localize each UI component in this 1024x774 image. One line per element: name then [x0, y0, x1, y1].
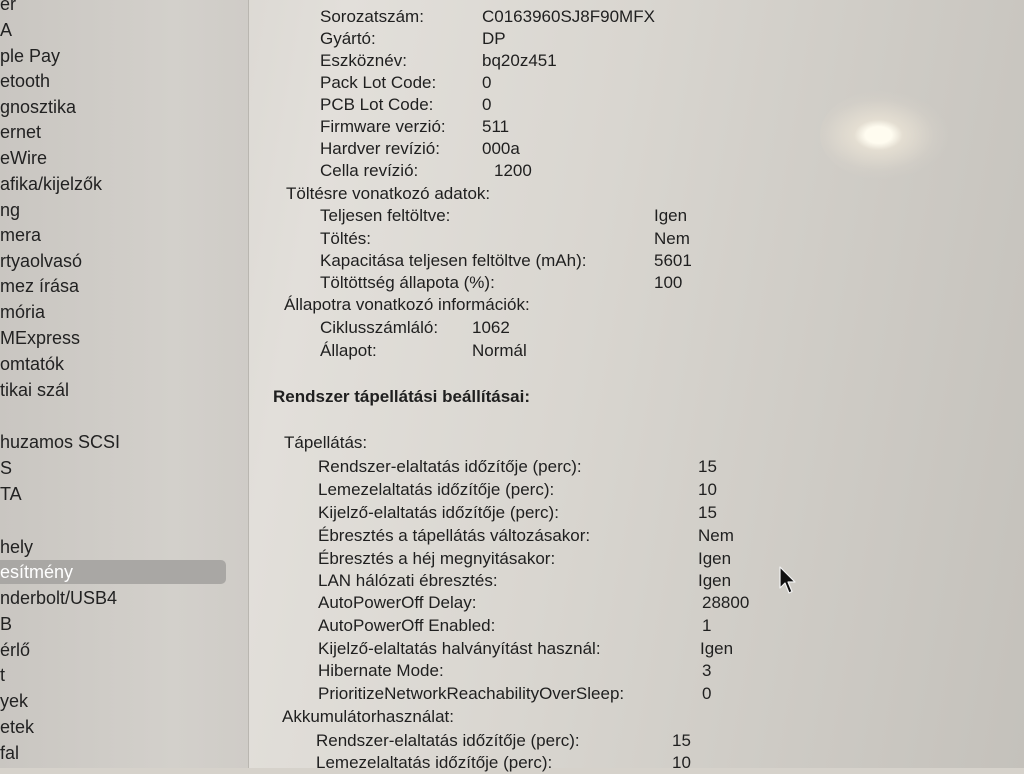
- row-label: AutoPowerOff Enabled:: [318, 616, 496, 635]
- row-value: Igen: [654, 206, 688, 225]
- row-value: 000a: [482, 139, 520, 158]
- mouse-cursor-icon: [778, 566, 798, 596]
- row-value: 0: [482, 73, 492, 92]
- row-label: Cella revízió:: [320, 161, 419, 180]
- sidebar-item[interactable]: fal: [0, 743, 20, 763]
- sidebar-item[interactable]: tikai szál: [0, 380, 70, 400]
- sidebar-item[interactable]: afika/kijelzők: [0, 174, 103, 194]
- row-value: 15: [698, 503, 717, 522]
- row-label: Ébresztés a tápellátás változásakor:: [318, 526, 591, 545]
- row-label: Rendszer-elaltatás időzítője (perc):: [318, 457, 582, 476]
- sidebar-item[interactable]: omtatók: [0, 354, 65, 374]
- health-info-heading: Állapotra vonatkozó információk:: [284, 295, 530, 314]
- sidebar-item[interactable]: TA: [0, 484, 22, 504]
- row-value: 100: [654, 273, 683, 292]
- row-value: 10: [672, 753, 691, 772]
- sidebar-item[interactable]: huzamos SCSI: [0, 432, 121, 452]
- sidebar-item[interactable]: B: [0, 614, 13, 634]
- row-label: Hibernate Mode:: [318, 661, 444, 680]
- row-value: 3: [702, 661, 712, 680]
- row-value: Igen: [700, 639, 734, 658]
- row-label: Pack Lot Code:: [320, 73, 437, 92]
- sidebar-item[interactable]: eWire: [0, 148, 48, 168]
- sidebar-item[interactable]: A: [0, 20, 13, 40]
- row-value: 0: [482, 95, 492, 114]
- row-label: Töltés:: [320, 229, 372, 248]
- row-label: Kijelző-elaltatás halványítást használ:: [318, 639, 601, 658]
- sidebar-item[interactable]: etooth: [0, 71, 51, 91]
- charge-info-heading: Töltésre vonatkozó adatok:: [286, 184, 491, 203]
- row-label: AutoPowerOff Delay:: [318, 593, 477, 612]
- row-value: bq20z451: [482, 51, 557, 70]
- row-label: Ébresztés a héj megnyitásakor:: [318, 549, 556, 568]
- row-value: 1200: [494, 161, 532, 180]
- row-label: Kijelző-elaltatás időzítője (perc):: [318, 503, 559, 522]
- row-value: Normál: [472, 341, 527, 360]
- sidebar-item[interactable]: ple Pay: [0, 46, 61, 66]
- battery-power-heading: Akkumulátorhasználat:: [282, 707, 454, 726]
- row-label: Hardver revízió:: [320, 139, 440, 158]
- row-value: 0: [702, 684, 712, 703]
- row-value: 1: [702, 616, 712, 635]
- row-value: 511: [482, 117, 510, 136]
- row-label: Lemezelaltatás időzítője (perc):: [318, 480, 555, 499]
- row-label: Ciklusszámláló:: [320, 318, 439, 337]
- sidebar-item[interactable]: S: [0, 458, 13, 478]
- row-value: 1062: [472, 318, 510, 337]
- sidebar-item[interactable]: t: [0, 665, 6, 685]
- row-label: PCB Lot Code:: [320, 95, 434, 114]
- row-value: Nem: [654, 229, 690, 248]
- light-glare: [820, 90, 950, 180]
- sidebar-item[interactable]: ernet: [0, 122, 42, 142]
- sidebar-item-selected[interactable]: esítmény: [0, 560, 226, 584]
- row-label: LAN hálózati ébresztés:: [318, 571, 498, 590]
- row-label: Töltöttség állapota (%):: [320, 273, 495, 292]
- row-label: Sorozatszám:: [320, 7, 424, 26]
- sidebar-item[interactable]: hely: [0, 537, 34, 557]
- row-value: 10: [698, 480, 717, 499]
- row-label: Firmware verzió:: [320, 117, 446, 136]
- sidebar-item[interactable]: MExpress: [0, 328, 81, 348]
- row-label: Eszköznév:: [320, 51, 407, 70]
- row-value: 15: [672, 731, 691, 750]
- sidebar-item[interactable]: gnosztika: [0, 97, 77, 117]
- row-value: Nem: [698, 526, 734, 545]
- sidebar-item[interactable]: yek: [0, 691, 29, 711]
- row-value: Igen: [698, 571, 732, 590]
- sidebar-item[interactable]: ng: [0, 200, 21, 220]
- row-value: Igen: [698, 549, 732, 568]
- row-label: Teljesen feltöltve:: [320, 206, 451, 225]
- row-value: DP: [482, 29, 506, 48]
- row-value: 28800: [702, 593, 750, 612]
- sidebar-item[interactable]: etek: [0, 717, 35, 737]
- row-value: 15: [698, 457, 717, 476]
- power-settings-title: Rendszer tápellátási beállításai:: [273, 387, 530, 406]
- row-label: Lemezelaltatás időzítője (perc):: [316, 753, 553, 772]
- row-label: Állapot:: [320, 341, 377, 360]
- row-label: Gyártó:: [320, 29, 376, 48]
- row-label: Rendszer-elaltatás időzítője (perc):: [316, 731, 580, 750]
- sidebar-item[interactable]: nderbolt/USB4: [0, 588, 118, 608]
- ac-power-heading: Tápellátás:: [284, 433, 368, 452]
- row-value: C0163960SJ8F90MFX: [482, 7, 655, 26]
- sidebar-item[interactable]: mera: [0, 225, 42, 245]
- sidebar-item[interactable]: mez írása: [0, 276, 80, 296]
- sidebar-item[interactable]: érlő: [0, 640, 31, 660]
- sidebar: [0, 0, 249, 768]
- sidebar-item[interactable]: mória: [0, 302, 46, 322]
- sidebar-item[interactable]: er: [0, 0, 17, 14]
- sidebar-item[interactable]: rtyaolvasó: [0, 251, 83, 271]
- row-label: Kapacitása teljesen feltöltve (mAh):: [320, 251, 587, 270]
- row-label: PrioritizeNetworkReachabilityOverSleep:: [318, 684, 625, 703]
- row-value: 5601: [654, 251, 692, 270]
